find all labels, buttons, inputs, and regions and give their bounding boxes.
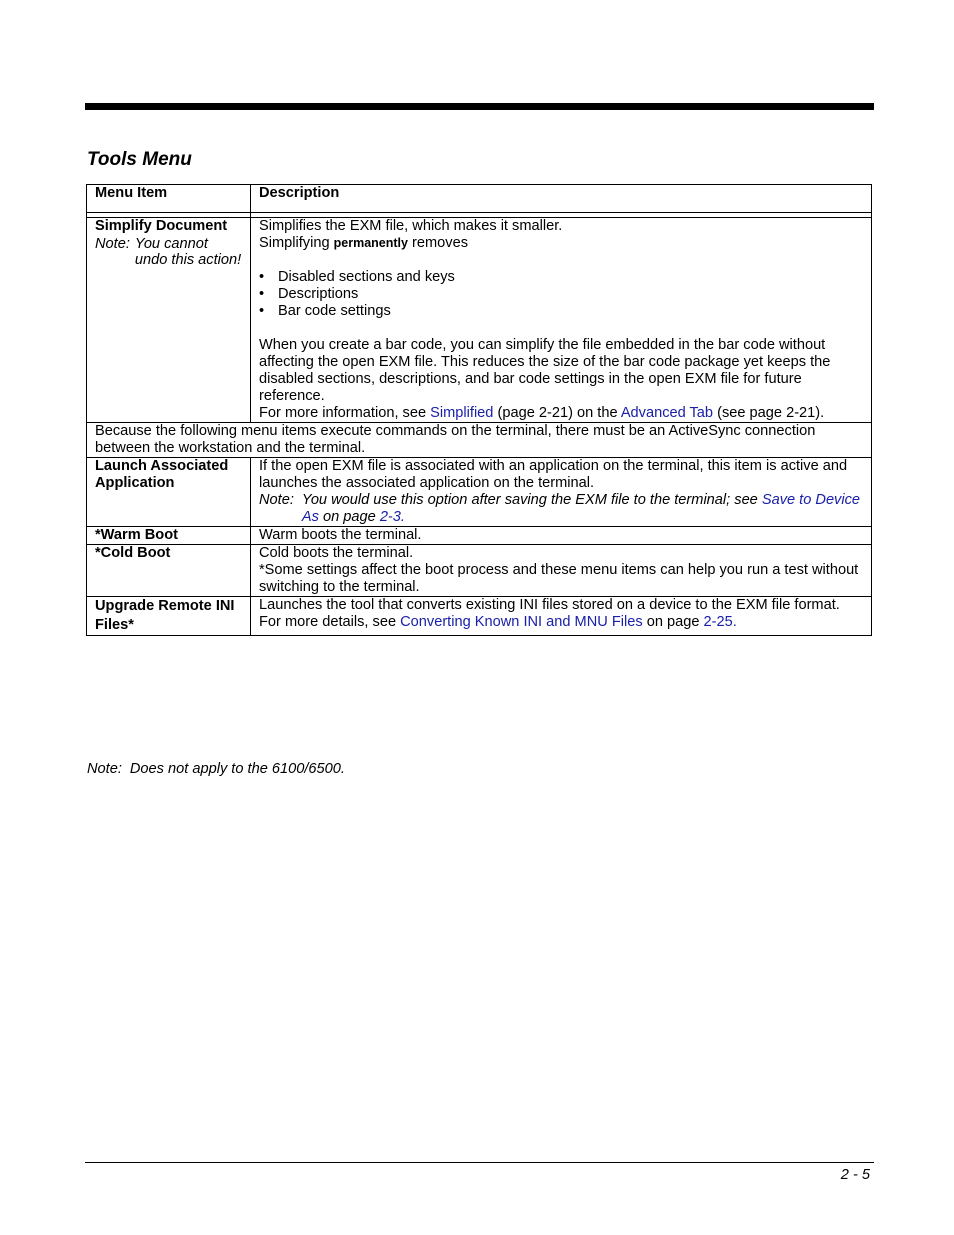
- table-row: [87, 597, 872, 636]
- page-2-3-link[interactable]: 2-3: [379, 509, 401, 525]
- text-run: .: [400, 509, 405, 525]
- text-run: on page: [646, 614, 700, 630]
- bottom-rule: [85, 1162, 874, 1163]
- span-note-cell: Because the following menu items execute commands on the terminal, there must be an ActiveSync connection between the workstation and the terminal.: [87, 423, 872, 458]
- text-run: (page 2-21) on the: [497, 405, 618, 421]
- footnote-label: Note:: [87, 761, 122, 777]
- page-2-25-link[interactable]: 2-25.: [703, 614, 737, 630]
- description-line: [259, 235, 863, 252]
- menu-item-name: *Warm Boot: [87, 527, 251, 545]
- more-info-line: [259, 405, 863, 422]
- text-run: on page: [322, 509, 376, 525]
- list-item: • Disabled sections and keys: [259, 269, 863, 286]
- description-line: Cold boots the terminal.: [259, 545, 414, 561]
- menu-item-name: *Cold Boot: [87, 545, 251, 597]
- description-line: *Some settings affect the boot process and these menu items can help you run a test without switching to the terminal.: [259, 562, 859, 595]
- description-line: Simplifies the EXM file, which makes it smaller.: [259, 218, 563, 234]
- description-text: If the open EXM file is associated with an application on the terminal, this item is active and launches the associated application on the terminal.: [259, 458, 848, 491]
- text-run: You would use this option after saving the EXM file to the terminal; see: [301, 492, 758, 508]
- section-title: Tools Menu: [87, 149, 192, 170]
- table-row: [87, 423, 872, 458]
- simplified-link[interactable]: Simplified: [430, 405, 494, 421]
- converting-ini-link[interactable]: Converting Known INI and MNU Files: [400, 614, 643, 630]
- description-cell: Warm boots the terminal.: [251, 527, 872, 545]
- description-cell: [251, 545, 872, 597]
- footnote: [87, 761, 345, 778]
- cell-note: [259, 492, 863, 526]
- menu-item-name: Upgrade Remote INI Files*: [87, 597, 251, 636]
- save-to-device-as-link[interactable]: Save to Device As: [301, 492, 861, 525]
- text-run: Simplifying: [259, 235, 330, 251]
- advanced-tab-link[interactable]: Advanced Tab: [620, 405, 714, 421]
- description-cell: [251, 218, 872, 423]
- tools-menu-table: [86, 184, 872, 636]
- table-row: [87, 527, 872, 545]
- note-text: You cannot undo this action!: [134, 236, 242, 268]
- table-row: [87, 218, 872, 423]
- cell-note: [95, 236, 242, 268]
- note-label: Note:: [95, 236, 130, 252]
- menu-item-cell: [87, 218, 251, 423]
- table-row: [87, 545, 872, 597]
- text-run: removes: [412, 235, 468, 251]
- page-number: 2 - 5: [840, 1167, 870, 1183]
- header-menu-item: Menu Item: [87, 185, 251, 213]
- text-run: (see page 2-21).: [717, 405, 825, 421]
- text-run: Launches the tool that converts existing INI files stored on a device to the EXM file format. For more details, see: [259, 597, 840, 630]
- top-rule: [85, 103, 874, 110]
- note-text: [302, 492, 863, 526]
- table-row: [87, 458, 872, 527]
- list-item: • Descriptions: [259, 286, 863, 303]
- text-run: For more information, see: [259, 405, 427, 421]
- list-item: • Bar code settings: [259, 303, 863, 320]
- bullet-list: [259, 269, 863, 320]
- description-cell: [251, 597, 872, 636]
- table-header-row: [87, 185, 872, 213]
- description-cell: [251, 458, 872, 527]
- emphasis-text: permanently: [333, 236, 408, 250]
- description-paragraph: When you create a bar code, you can simplify the file embedded in the bar code without affecting the open EXM file. This reduces the size of the bar code package yet keeps the disabled sections, descriptions, and bar code settings in the open EXM file for future reference.: [259, 337, 831, 404]
- note-label: Note:: [259, 492, 294, 508]
- menu-item-name: Simplify Document: [95, 218, 228, 234]
- menu-item-name: Launch Associated Application: [87, 458, 251, 527]
- footnote-text: Does not apply to the 6100/6500.: [129, 761, 345, 777]
- header-description: Description: [251, 185, 872, 213]
